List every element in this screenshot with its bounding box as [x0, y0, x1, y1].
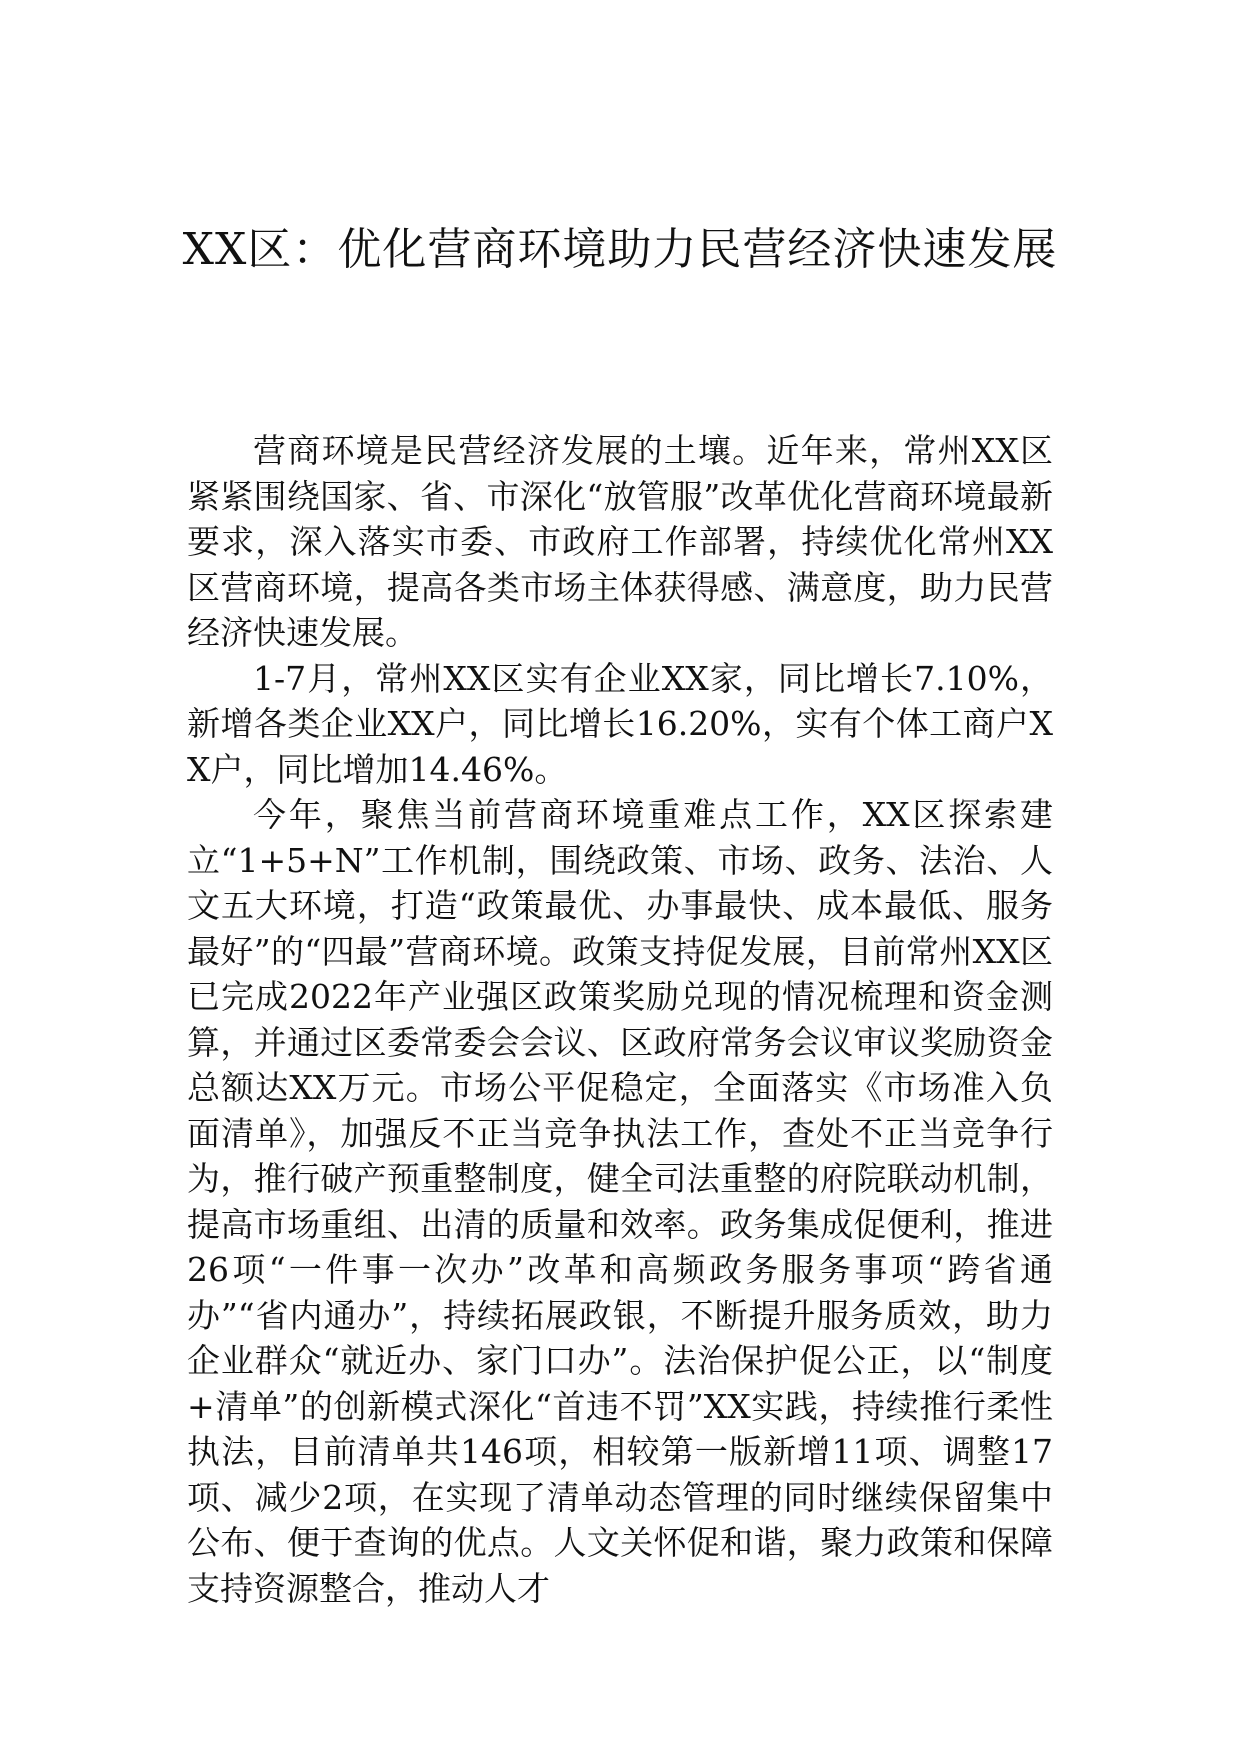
document-title: XX区：优化营商环境助力民营经济快速发展 — [182, 224, 1058, 275]
paragraph-intro: 营商环境是民营经济发展的土壤。近年来，常州XX区紧紧围绕国家、省、市深化“放管服”改革优化营商环境最新要求，深入落实市委、市政府工作部署，持续优化常州XX区营商环境，提高各类市场主体获得感、满意度，助力民营经济快速发展。 — [187, 431, 1053, 652]
paragraph-statistics: 1-7月，常州XX区实有企业XX家，同比增长7.10%，新增各类企业XX户，同比增长16.20%，实有个体工商户XX户，同比增加14.46%。 — [187, 658, 1053, 789]
paragraph-mechanism: 今年，聚焦当前营商环境重难点工作，XX区探索建立“1+5+N”工作机制，围绕政策、市场、政务、法治、人文五大环境，打造“政策最优、办事最快、成本最低、服务最好”的“四最”营商环境。政策支持促发展，目前常州XX区已完成2022年产业强区政策奖励兑现的情况梳理和资金测算，并通过区委常委会会议、区政府常务会议审议奖励资金总额达XX万元。市场公平促稳定，全面落实《市场准入负面清单》，加强反不正当竞争执法工作，查处不正当竞争行为，推行破产预重整制度，健全司法重整的府院联动机制，提高市场重组、出清的质量和效率。政务集成促便利，推进26项“一件事一次办”改革和高频政务服务事项“跨省通办”“省内通办”，持续拓展政银，不断提升服务质效，助力企业群众“就近办、家门口办”。法治保护促公正，以“制度+清单”的创新模式深化“首违不罚”XX实践，持续推行柔性执法，目前清单共146项，相较第一版新增11项、调整17项、减少2项，在实现了清单动态管理的同时继续保留集中公布、便于查询的优点。人文关怀促和谐，聚力政策和保障支持资源整合，推动人才 — [187, 795, 1053, 1608]
document-body — [187, 428, 1053, 1611]
